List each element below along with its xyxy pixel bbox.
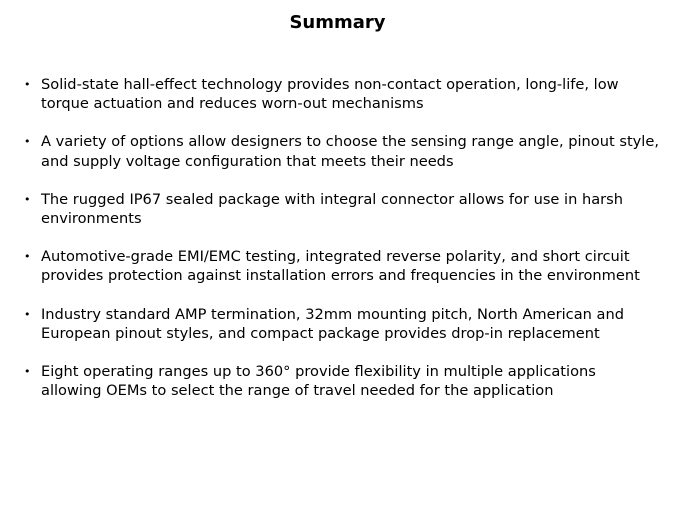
bullet-item [20,75,660,113]
bullet-icon: • [24,192,31,206]
bullet-text: A variety of options allow designers to choose the sensing range angle, pinout style, and supply voltage configuration that meets their needs [41,133,659,170]
bullet-icon: • [24,78,31,91]
bullet-text: Solid-state hall-effect technology provides non-contact operation, long-life, low torque actuation and reduces worn-out mechanisms [41,76,619,113]
bullet-item [20,247,660,285]
bullet-text: The rugged IP67 sealed package with integral connector allows for use in harsh environments [41,190,624,228]
bullet-icon: • [24,135,31,149]
bullet-icon: • [24,365,31,379]
bullet-text: Automotive-grade EMI/EMC testing, integrated reverse polarity, and short circuit provides protection against installation errors and frequencies in the environment [41,248,640,285]
bullet-item [20,305,660,343]
bullet-item [20,190,660,228]
bullet-item [20,132,660,170]
bullet-text: Industry standard AMP termination, 32mm mounting pitch, North American and European pinout styles, and compact package provides drop-in replacement [41,305,624,342]
bullet-item [20,362,660,400]
bullet-text: Eight operating ranges up to 360° provide flexibility in multiple applications allowing OEMs to select the range of travel needed for the application [41,363,596,400]
summary-bullet-list [20,75,660,400]
slide-title: Summary [289,12,386,33]
bullet-icon: • [24,250,31,264]
bullet-icon: • [24,307,31,321]
